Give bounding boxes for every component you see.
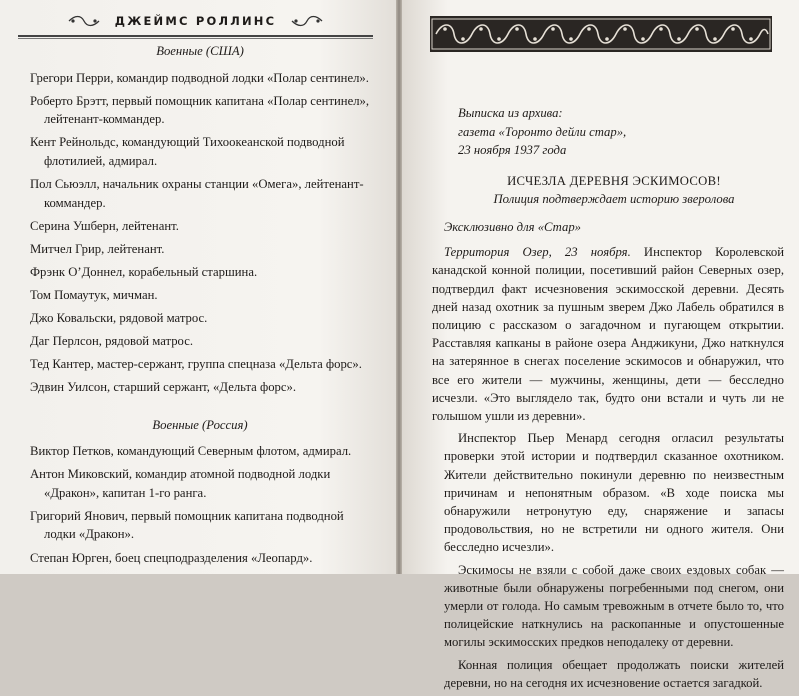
list-item: Григорий Янович, первый помощник капитана подводной лодки «Дракон».: [30, 508, 344, 542]
archive-line: 23 ноября 1937 года: [458, 143, 567, 157]
header-rule-thin: [18, 38, 373, 39]
list-item: Грегори Перри, командир подводной лодки «Полар сентинел».: [30, 70, 369, 85]
article-paragraph: Конная полиция обещает продолжать поиски жителей деревни, но на сегодня их исчезновение остается загадкой.: [444, 657, 784, 690]
flourish-left-icon: [67, 14, 101, 28]
newspaper-excerpt: [432, 104, 784, 696]
archive-note: [458, 104, 784, 160]
character-list: [30, 42, 370, 572]
archive-line: газета «Торонто дейли стар»,: [458, 124, 627, 139]
exclusive-note: Эксклюзивно для «Стар»: [444, 219, 582, 234]
list-item: Антон Миковский, командир атомной подводной лодки «Дракон», капитан 1-го ранга.: [30, 467, 331, 500]
archive-line: Выписка из архива:: [458, 106, 563, 120]
book-gutter: [396, 0, 402, 574]
list-item: Джо Ковальски, рядовой матрос.: [30, 311, 208, 326]
list-item: Фрэнк О’Доннел, корабельный старшина.: [30, 264, 258, 279]
list-item: Даг Перлсон, рядовой матрос.: [30, 334, 194, 349]
list-item: Роберто Брэтт, первый помощник капитана «Полар сентинел», лейтенант-коммандер.: [30, 93, 370, 127]
article-paragraph: [432, 243, 784, 425]
list-item: Эдвин Уилсон, старший сержант, «Дельта форс».: [30, 380, 297, 395]
article-paragraph: Эскимосы не взяли с собой даже своих ездовых собак — животные были обнаружены погребенными под снегом, они умерли от голода. Но самым тревожным в отчете было то, что полицейские наткнулись на раскопанные и опустошенные могилы эскимосских предков неподалеку от деревни.: [444, 562, 784, 650]
flourish-right-icon: [290, 14, 324, 28]
paragraph-text: Инспектор Королевской канадской конной полиции, посетивший район Северных озер, подтвердил факт исчезновения эскимосской деревни. Десять дней назад охотник за пушным зверем Джо Лабель обратился в полицию с рассказом о загадочном и пугающем открытии. Расставляя капканы в районе озера Анджикуни, Джо наткнулся на затерянное в снегах поселение эскимосов и обнаружил, что все его жители — мужчины, женщины, дети — бесследно исчезли. «Это выглядело так, будто они встали и чуть ли не голышом ушли из деревни».: [432, 245, 784, 423]
article-paragraph: Инспектор Пьер Менард сегодня огласил результаты проверки этой истории и подтвердил сказанное охотником. Жители действительно покинули деревню по неизвестным причинам и непонятным образом. «В ходе поиска мы обнаружили нетронутую еду, снаряжение и запасы продовольствия, но не встретили ни одного жителя. Они бесследно исчезли».: [444, 431, 784, 555]
list-item: Серина Ушберн, лейтенант.: [30, 218, 179, 233]
section-title-usa: Военные (США): [156, 44, 244, 58]
list-item: Митчел Грир, лейтенант.: [30, 241, 165, 256]
list-item: Том Помаутук, мичман.: [30, 288, 158, 303]
list-item: Виктор Петков, командующий Северным флотом, адмирал.: [30, 444, 352, 459]
decorative-border-ornament: [430, 16, 772, 52]
article-subheadline: Полиция подтверждает историю зверолова: [493, 191, 735, 206]
section-title-russia: Военные (Россия): [152, 417, 248, 432]
running-head-title: ДЖЕЙМС РОЛЛИНС: [114, 14, 277, 28]
dateline: Территория Озер, 23 ноября.: [444, 245, 631, 260]
list-item: Кент Рейнольдс, командующий Тихоокеанской подводной флотилией, адмирал.: [30, 135, 345, 168]
header-rule: [18, 35, 373, 37]
list-item: Пол Сьюэлл, начальник охраны станции «Омега», лейтенант-коммандер.: [30, 177, 364, 210]
running-head: [18, 10, 373, 32]
list-item: Степан Юрген, боец спецподразделения «Леопард».: [30, 550, 313, 565]
list-item: Тед Кантер, мастер-сержант, группа спецназа «Дельта форс».: [30, 357, 362, 372]
article-headline: ИСЧЕЗЛА ДЕРЕВНЯ ЭСКИМОСОВ!: [507, 173, 721, 188]
